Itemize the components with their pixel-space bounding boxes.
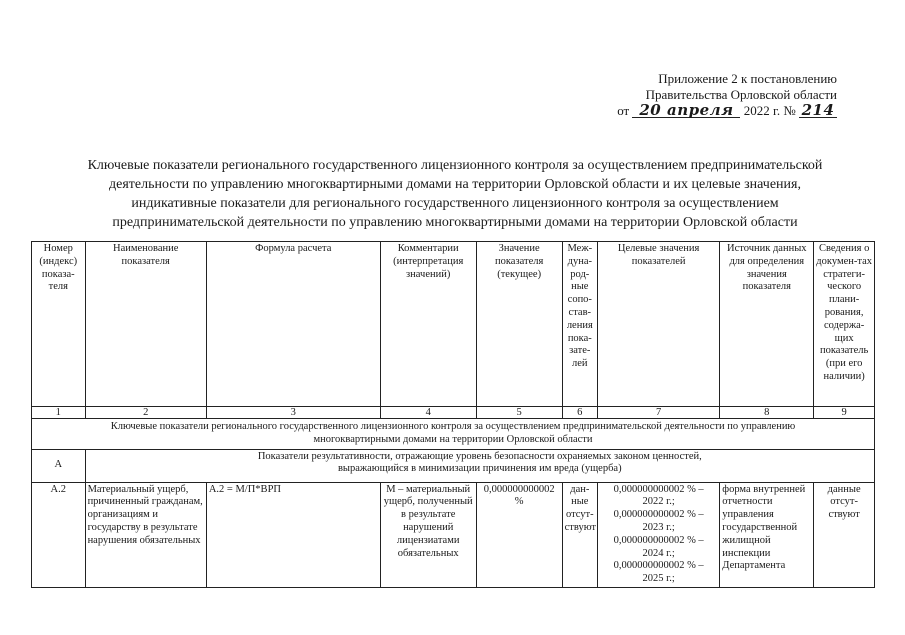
column-number-row bbox=[32, 407, 875, 419]
group-title-line-2: выражающийся в минимизации причинения им вреда (ущерба) bbox=[337, 463, 622, 475]
column-number: 5 bbox=[476, 407, 562, 419]
column-number: 4 bbox=[380, 407, 476, 419]
table-row bbox=[32, 482, 875, 587]
title-line-3: индикативные показатели для регионального государственного лицензионного контроля за осуществлением bbox=[131, 196, 779, 211]
section-row bbox=[32, 419, 875, 450]
document-title bbox=[40, 156, 870, 232]
appendix-line-2: Правительства Орловской области bbox=[645, 87, 837, 102]
header-source: Источник данных для определения значения показателя bbox=[720, 242, 814, 407]
group-row bbox=[32, 449, 875, 482]
appendix-from: от bbox=[617, 103, 630, 118]
header-comment: Комментарии (интерпретация значений) bbox=[380, 242, 476, 407]
table-header-row bbox=[32, 242, 875, 407]
group-title-line-1: Показатели результативности, отражающие уровень безопасности охраняемых законом ценностей, bbox=[257, 450, 702, 462]
row-index: А.2 bbox=[32, 482, 86, 587]
header-docs: Сведения о докумен-тах стратеги-ческого плани-рования, содержа-щих показатель (при его наличии) bbox=[814, 242, 875, 407]
row-source: форма внутренней отчетности управления государственной жилищной инспекции Департамента bbox=[720, 482, 814, 587]
target-line: 2023 г.; bbox=[642, 521, 675, 533]
header-formula: Формула расчета bbox=[206, 242, 380, 407]
header-index: Номер (индекс) показа-теля bbox=[32, 242, 86, 407]
target-line: 2025 г.; bbox=[642, 573, 675, 585]
appendix-date-line bbox=[607, 103, 837, 119]
title-line-1: Ключевые показатели регионального государственного лицензионного контроля за осуществлением предпринимательской bbox=[87, 158, 823, 173]
target-line: 2022 г.; bbox=[642, 496, 675, 508]
row-value bbox=[476, 482, 562, 587]
row-intl: дан-ные отсут-ствуют bbox=[562, 482, 597, 587]
target-line: 0,000000000002 % – bbox=[613, 509, 704, 521]
target-line: 0,000000000002 % – bbox=[613, 534, 704, 546]
handwritten-number: 214 bbox=[799, 104, 837, 118]
header-targets: Целевые значения показателей bbox=[597, 242, 719, 407]
column-number: 6 bbox=[562, 407, 597, 419]
appendix-block bbox=[607, 71, 837, 119]
appendix-line-1: Приложение 2 к постановлению bbox=[658, 71, 837, 86]
header-name: Наименование показателя bbox=[85, 242, 206, 407]
section-title-line-2: многоквартирными домами на территории Орловской области bbox=[313, 433, 593, 445]
appendix-year: 2022 г. № bbox=[743, 103, 796, 118]
column-number: 8 bbox=[720, 407, 814, 419]
header-intl: Меж-дуна-род-ные сопо-став-ления пока-зате-лей bbox=[562, 242, 597, 407]
row-value-unit: % bbox=[514, 496, 524, 508]
title-line-4: предпринимательской деятельности по управлению многоквартирными домами на территории Орловской области bbox=[112, 215, 798, 230]
indicators-table bbox=[31, 241, 875, 588]
group-code: А bbox=[32, 449, 86, 482]
title-line-2: деятельности по управлению многоквартирными домами на территории Орловской области и их целевые значения, bbox=[109, 177, 801, 192]
target-line: 2024 г.; bbox=[642, 547, 675, 559]
column-number: 1 bbox=[32, 407, 86, 419]
row-docs: данные отсут-ствуют bbox=[814, 482, 875, 587]
column-number: 3 bbox=[206, 407, 380, 419]
row-targets bbox=[597, 482, 719, 587]
column-number: 7 bbox=[597, 407, 719, 419]
column-number: 2 bbox=[85, 407, 206, 419]
row-value-number: 0,000000000002 bbox=[483, 483, 555, 495]
group-title bbox=[85, 449, 874, 482]
target-line: 0,000000000002 % – bbox=[613, 560, 704, 572]
section-title-line-1: Ключевые показатели регионального государственного лицензионного контроля за осуществлением предпринимательской деятельности по управлению bbox=[110, 421, 796, 432]
handwritten-date: 20 апреля bbox=[632, 104, 740, 118]
column-number: 9 bbox=[814, 407, 875, 419]
row-name: Материальный ущерб, причиненный гражданам, организациям и государству в результате нарушения обязательных bbox=[85, 482, 206, 587]
row-formula: А.2 = М/П*ВРП bbox=[206, 482, 380, 587]
target-line: 0,000000000002 % – bbox=[613, 483, 704, 495]
section-title bbox=[32, 419, 875, 450]
row-comment: М – материальный ущерб, полученный в результате нарушений лицензиатами обязательных bbox=[380, 482, 476, 587]
header-value: Значение показателя (текущее) bbox=[476, 242, 562, 407]
